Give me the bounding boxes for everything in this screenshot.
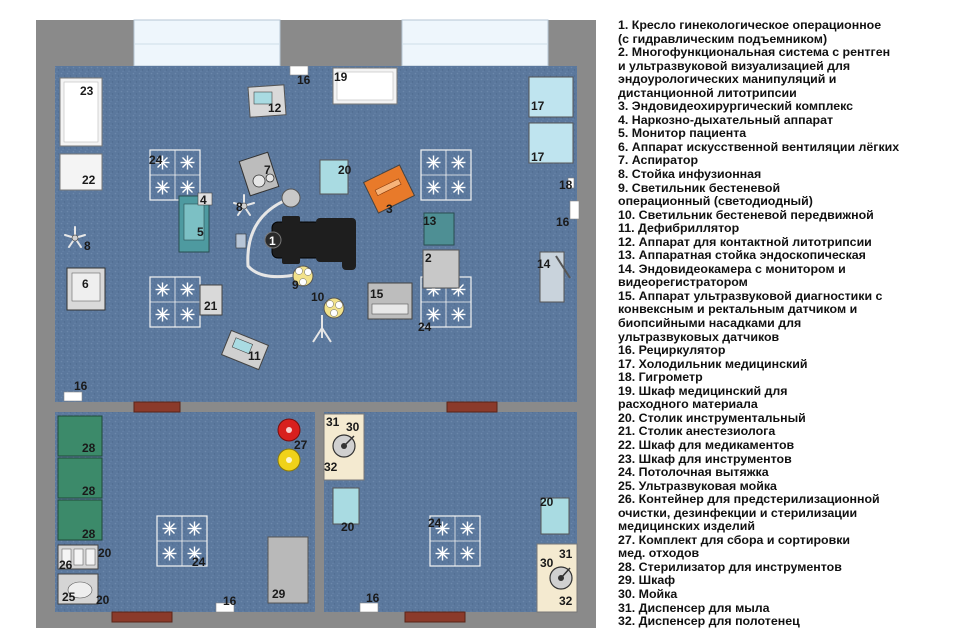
label-20: 20 bbox=[540, 495, 554, 509]
label-6: 6 bbox=[82, 277, 89, 291]
recirculator-icon bbox=[64, 392, 82, 401]
legend-item-13: 13. Аппаратная стойка эндоскопическая bbox=[618, 248, 866, 263]
label-25: 25 bbox=[62, 590, 76, 604]
legend-item-2-cont1: и ультразвуковой визуализацией для bbox=[618, 58, 851, 73]
label-8: 8 bbox=[236, 200, 243, 214]
legend-item-32: 32. Диспенсер для полотенец bbox=[618, 614, 800, 629]
legend-item-29: 29. Шкаф bbox=[618, 573, 676, 588]
legend-item-26-cont2: медицинских изделий bbox=[618, 519, 755, 534]
legend-item-28: 28. Стерилизатор для инструментов bbox=[618, 559, 842, 574]
label-20: 20 bbox=[98, 546, 112, 560]
label-19: 19 bbox=[334, 70, 348, 84]
recirculator-icon bbox=[570, 201, 579, 219]
label-8: 8 bbox=[84, 239, 91, 253]
legend-item-1: 1. Кресло гинекологическое операционное bbox=[618, 18, 882, 32]
label-7: 7 bbox=[264, 163, 271, 177]
legend-item-15-cont1: конвексным и ректальным датчиком и bbox=[618, 302, 858, 317]
legend-item-6: 6. Аппарат искусственной вентиляции лёгких bbox=[618, 139, 900, 154]
instrument-sterilizer bbox=[58, 500, 102, 540]
legend-item-5: 5. Монитор пациента bbox=[618, 126, 747, 141]
ceiling-hood-icon bbox=[421, 150, 471, 200]
legend-item-14-cont1: видеорегистратором bbox=[618, 275, 748, 290]
label-30: 30 bbox=[346, 420, 360, 434]
label-26: 26 bbox=[59, 558, 73, 572]
legend-item-23: 23. Шкаф для инструментов bbox=[618, 451, 792, 466]
legend-item-4: 4. Наркозно-дыхательный аппарат bbox=[618, 112, 834, 127]
instrument-table bbox=[333, 488, 359, 524]
label-16: 16 bbox=[366, 591, 380, 605]
instrument-sterilizer bbox=[58, 458, 102, 498]
surgical-light-mount bbox=[282, 189, 300, 207]
label-4: 4 bbox=[200, 193, 207, 207]
label-29: 29 bbox=[272, 587, 286, 601]
label-24: 24 bbox=[428, 516, 442, 530]
label-28: 28 bbox=[82, 441, 96, 455]
label-16: 16 bbox=[223, 594, 237, 608]
legend-item-27: 27. Комплект для сбора и сортировки bbox=[618, 532, 851, 547]
label-2: 2 bbox=[425, 251, 432, 265]
label-31: 31 bbox=[326, 415, 340, 429]
window-right bbox=[402, 20, 548, 66]
legend-item-15-cont3: ультразвуковых датчиков bbox=[618, 329, 780, 344]
label-20: 20 bbox=[341, 520, 355, 534]
legend-item-26-cont1: очистки, дезинфекции и стерилизации bbox=[618, 505, 858, 520]
label-16: 16 bbox=[556, 215, 570, 229]
legend-item-27-cont1: мед. отходов bbox=[618, 546, 700, 561]
legend-item-24: 24. Потолочная вытяжка bbox=[618, 465, 769, 480]
medicine-cabinet bbox=[60, 154, 102, 190]
ceiling-hood-icon bbox=[150, 277, 200, 327]
legend-item-9-cont1: операционный (светодиодный) bbox=[618, 194, 813, 209]
legend-item-15-cont2: биопсийными насадками для bbox=[618, 316, 802, 331]
legend-item-21: 21. Столик анестезиолога bbox=[618, 424, 776, 439]
legend-item-2: 2. Многофункциональная система с рентген bbox=[618, 45, 891, 60]
door-or-right bbox=[447, 402, 497, 412]
legend-item-12: 12. Аппарат для контактной литотрипсии bbox=[618, 234, 872, 249]
label-30: 30 bbox=[540, 556, 554, 570]
label-21: 21 bbox=[204, 299, 218, 313]
legend-item-20: 20. Столик инструментальный bbox=[618, 410, 806, 425]
label-24: 24 bbox=[192, 555, 206, 569]
door-bottom-right bbox=[405, 612, 465, 622]
legend-item-9: 9. Светильник бестеневой bbox=[618, 180, 781, 195]
label-31: 31 bbox=[559, 547, 573, 561]
legend-item-19-cont1: расходного материала bbox=[618, 397, 758, 412]
label-17: 17 bbox=[531, 99, 545, 113]
legend-item-22: 22. Шкаф для медикаментов bbox=[618, 437, 795, 452]
legend-item-3: 3. Эндовидеохирургический комплекс bbox=[618, 99, 854, 114]
label-28: 28 bbox=[82, 484, 96, 498]
legend-item-15: 15. Аппарат ультразвуковой диагностики с bbox=[618, 288, 883, 303]
legend-item-1-cont1: (с гидравлическим подъемником) bbox=[618, 31, 828, 46]
label-1: 1 bbox=[269, 234, 276, 248]
label-10: 10 bbox=[311, 290, 325, 304]
legend-item-25: 25. Ультразвуковая мойка bbox=[618, 478, 777, 493]
legend-item-8: 8. Стойка инфузионная bbox=[618, 167, 762, 182]
label-32: 32 bbox=[324, 460, 338, 474]
instrument-sterilizer bbox=[58, 416, 102, 456]
label-13: 13 bbox=[423, 214, 437, 228]
legend-item-16: 16. Рециркулятор bbox=[618, 343, 726, 358]
label-20: 20 bbox=[96, 593, 110, 607]
label-3: 3 bbox=[386, 202, 393, 216]
legend-item-10: 10. Светильник бестеневой передвижной bbox=[618, 207, 874, 222]
legend-item-2-cont3: дистанционной литотрипсии bbox=[618, 85, 797, 100]
label-22: 22 bbox=[82, 173, 96, 187]
window-left bbox=[134, 20, 280, 66]
door-or-left bbox=[134, 402, 180, 412]
label-9: 9 bbox=[292, 278, 299, 292]
legend-item-7: 7. Аспиратор bbox=[618, 153, 699, 168]
label-24: 24 bbox=[149, 153, 163, 167]
label-14: 14 bbox=[537, 257, 551, 271]
legend-item-2-cont2: эндоурологических манипуляций и bbox=[618, 72, 837, 87]
label-32: 32 bbox=[559, 594, 573, 608]
legend-item-31: 31. Диспенсер для мыла bbox=[618, 600, 770, 615]
label-23: 23 bbox=[80, 84, 94, 98]
legend-item-18: 18. Гигрометр bbox=[618, 370, 703, 385]
label-20: 20 bbox=[338, 163, 352, 177]
legend-item-30: 30. Мойка bbox=[618, 586, 678, 601]
legend-item-14: 14. Эндовидеокамера с монитором и bbox=[618, 261, 846, 276]
label-27: 27 bbox=[294, 438, 308, 452]
label-28: 28 bbox=[82, 527, 96, 541]
label-24: 24 bbox=[418, 320, 432, 334]
label-5: 5 bbox=[197, 225, 204, 239]
legend-item-17: 17. Холодильник медицинский bbox=[618, 356, 808, 371]
label-11: 11 bbox=[248, 349, 261, 363]
door-bottom-left bbox=[112, 612, 172, 622]
label-17: 17 bbox=[531, 150, 545, 164]
legend-item-26: 26. Контейнер для предстерилизационной bbox=[618, 492, 880, 507]
legend-item-11: 11. Дефибриллятор bbox=[618, 221, 740, 236]
label-16: 16 bbox=[297, 73, 311, 87]
equipment-legend bbox=[618, 19, 954, 629]
label-12: 12 bbox=[268, 101, 282, 115]
label-16: 16 bbox=[74, 379, 88, 393]
label-15: 15 bbox=[370, 287, 384, 301]
legend-item-19: 19. Шкаф медицинский для bbox=[618, 383, 788, 398]
label-18: 18 bbox=[559, 178, 573, 192]
